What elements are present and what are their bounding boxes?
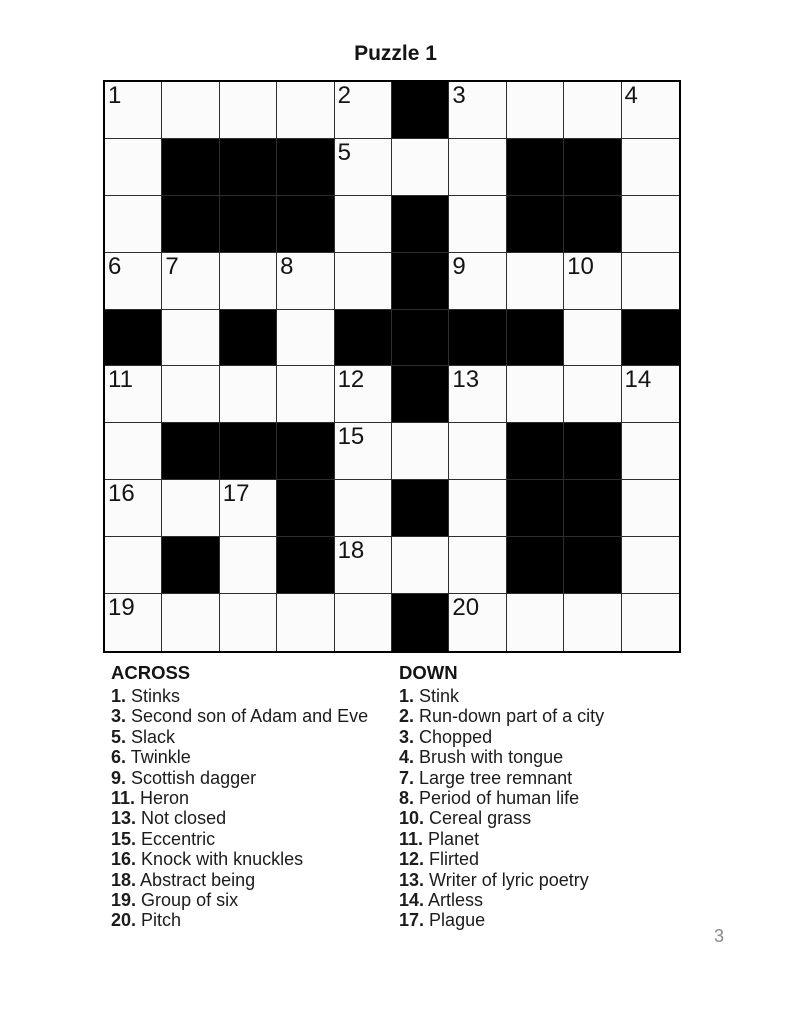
down-clues-list (399, 686, 699, 931)
cell-number: 15 (337, 423, 365, 451)
grid-cell-r1c1[interactable] (105, 82, 162, 139)
grid-cell-r6c10[interactable] (622, 366, 679, 423)
black-cell-r3c9 (564, 196, 621, 253)
across-clue-6 (111, 747, 373, 767)
black-cell-r7c2 (162, 423, 219, 480)
clue-text: Knock with knuckles (141, 849, 304, 870)
clue-text: Second son of Adam and Eve (131, 706, 369, 727)
down-clue-17 (399, 910, 699, 930)
grid-cell-r1c9[interactable] (564, 82, 621, 139)
clue-number: 13. (111, 808, 137, 829)
grid-cell-r2c7[interactable] (449, 139, 506, 196)
black-cell-r3c4 (277, 196, 334, 253)
across-clues-column (111, 662, 373, 931)
grid-cell-r6c2[interactable] (162, 366, 219, 423)
clue-text: Not closed (141, 808, 227, 829)
grid-cell-r4c9[interactable] (564, 253, 621, 310)
cell-number: 11 (108, 366, 133, 394)
clue-text: Plague (429, 910, 486, 931)
grid-cell-r10c8[interactable] (507, 594, 564, 651)
across-clue-11 (111, 788, 373, 808)
down-clue-1 (399, 686, 699, 706)
clue-number: 11. (399, 828, 424, 849)
cell-number: 14 (624, 366, 652, 394)
grid-cell-r9c1[interactable] (105, 537, 162, 594)
clue-text: Writer of lyric poetry (429, 869, 589, 890)
grid-cell-r2c5[interactable] (335, 139, 392, 196)
black-cell-r10c6 (392, 594, 449, 651)
clue-number: 16. (111, 849, 137, 870)
cell-number: 12 (337, 366, 365, 394)
cell-number: 2 (337, 82, 351, 109)
clue-number: 10. (399, 808, 425, 829)
black-cell-r8c4 (277, 480, 334, 537)
clue-number: 11. (111, 788, 136, 809)
clue-text: Abstract being (140, 869, 256, 890)
clue-number: 14. (399, 890, 425, 911)
clue-number: 19. (111, 890, 137, 911)
down-clue-14 (399, 890, 699, 910)
clue-text: Planet (428, 828, 480, 849)
across-clue-15 (111, 829, 373, 849)
cell-number: 9 (452, 252, 466, 280)
across-clue-5 (111, 727, 373, 747)
clue-number: 8. (399, 788, 415, 809)
black-cell-r8c9 (564, 480, 621, 537)
grid-cell-r9c7[interactable] (449, 537, 506, 594)
crossword-grid (103, 80, 681, 653)
grid-cell-r4c10[interactable] (622, 253, 679, 310)
grid-cell-r1c8[interactable] (507, 82, 564, 139)
grid-cell-r6c7[interactable] (449, 366, 506, 423)
grid-cell-r8c3[interactable] (220, 480, 277, 537)
black-cell-r8c8 (507, 480, 564, 537)
cell-number: 3 (452, 82, 466, 109)
clue-number: 6. (111, 747, 127, 768)
grid-cell-r8c1[interactable] (105, 480, 162, 537)
clue-text: Eccentric (141, 828, 216, 849)
black-cell-r7c3 (220, 423, 277, 480)
clue-text: Cereal grass (429, 808, 532, 829)
grid-cell-r6c4[interactable] (277, 366, 334, 423)
cell-number: 19 (108, 594, 135, 622)
clue-number: 9. (111, 767, 127, 788)
clue-number: 13. (399, 869, 425, 890)
grid-cell-r9c6[interactable] (392, 537, 449, 594)
clue-number: 17. (399, 910, 425, 931)
grid-cell-r9c10[interactable] (622, 537, 679, 594)
clue-text: Flirted (429, 849, 480, 870)
grid-cell-r7c5[interactable] (335, 423, 392, 480)
black-cell-r5c7 (449, 310, 506, 367)
down-clue-11 (399, 829, 699, 849)
across-clues-list (111, 686, 373, 931)
across-clue-9 (111, 768, 373, 788)
page-number: 3 (714, 926, 725, 946)
clue-number: 2. (399, 706, 415, 727)
grid-cell-r2c10[interactable] (622, 139, 679, 196)
across-clue-19 (111, 890, 373, 910)
black-cell-r2c8 (507, 139, 564, 196)
grid-cell-r10c1[interactable] (105, 594, 162, 651)
black-cell-r5c3 (220, 310, 277, 367)
black-cell-r2c9 (564, 139, 621, 196)
grid-cell-r1c2[interactable] (162, 82, 219, 139)
grid-cell-r4c1[interactable] (105, 253, 162, 310)
grid-cell-r7c1[interactable] (105, 423, 162, 480)
clue-text: Stinks (131, 686, 181, 706)
grid-cell-r3c7[interactable] (449, 196, 506, 253)
black-cell-r5c5 (335, 310, 392, 367)
across-clue-3 (111, 706, 373, 726)
clue-text: Large tree remnant (419, 767, 573, 788)
grid-cell-r9c5[interactable] (335, 537, 392, 594)
grid-cell-r1c3[interactable] (220, 82, 277, 139)
clue-number: 12. (399, 849, 425, 870)
black-cell-r3c6 (392, 196, 449, 253)
black-cell-r5c10 (622, 310, 679, 367)
grid-cell-r5c2[interactable] (162, 310, 219, 367)
clue-text: Heron (140, 788, 190, 809)
grid-cell-r3c1[interactable] (105, 196, 162, 253)
across-clue-1 (111, 686, 373, 706)
black-cell-r5c6 (392, 310, 449, 367)
down-clue-12 (399, 849, 699, 869)
grid-cell-r10c3[interactable] (220, 594, 277, 651)
clue-text: Scottish dagger (131, 767, 257, 788)
grid-cell-r2c1[interactable] (105, 139, 162, 196)
black-cell-r1c6 (392, 82, 449, 139)
clue-text: Slack (131, 726, 176, 747)
black-cell-r7c8 (507, 423, 564, 480)
grid-cell-r7c10[interactable] (622, 423, 679, 480)
cell-number: 18 (337, 537, 365, 565)
grid-cell-r9c3[interactable] (220, 537, 277, 594)
clue-text: Twinkle (130, 747, 191, 768)
clue-number: 15. (111, 828, 137, 849)
cell-number: 10 (567, 252, 594, 280)
cell-number: 7 (165, 252, 179, 280)
cell-number: 1 (108, 82, 122, 109)
cell-number: 6 (108, 252, 122, 280)
grid-cell-r10c2[interactable] (162, 594, 219, 651)
clue-number: 20. (111, 910, 137, 931)
down-clue-3 (399, 727, 699, 747)
grid-cell-r7c7[interactable] (449, 423, 506, 480)
grid-cell-r1c5[interactable] (335, 82, 392, 139)
grid-cell-r4c7[interactable] (449, 253, 506, 310)
grid-cell-r4c2[interactable] (162, 253, 219, 310)
clue-text: Chopped (419, 726, 493, 747)
grid-cell-r5c4[interactable] (277, 310, 334, 367)
clue-text: Period of human life (419, 788, 580, 809)
across-clue-20 (111, 910, 373, 930)
across-clue-13 (111, 808, 373, 828)
black-cell-r9c2 (162, 537, 219, 594)
down-clue-2 (399, 706, 699, 726)
down-clue-7 (399, 768, 699, 788)
cell-number: 16 (108, 480, 135, 508)
clue-number: 4. (399, 747, 415, 768)
grid-cell-r1c10[interactable] (622, 82, 679, 139)
grid-cell-r4c8[interactable] (507, 253, 564, 310)
clue-text: Group of six (141, 890, 239, 911)
grid-cell-r4c5[interactable] (335, 253, 392, 310)
grid-cell-r6c9[interactable] (564, 366, 621, 423)
grid-cell-r10c4[interactable] (277, 594, 334, 651)
grid-cell-r10c10[interactable] (622, 594, 679, 651)
black-cell-r8c6 (392, 480, 449, 537)
grid-cell-r8c7[interactable] (449, 480, 506, 537)
black-cell-r7c4 (277, 423, 334, 480)
clue-number: 1. (399, 686, 415, 706)
clue-number: 1. (111, 686, 127, 706)
black-cell-r4c6 (392, 253, 449, 310)
cell-number: 4 (624, 82, 638, 109)
black-cell-r2c3 (220, 139, 277, 196)
page-title: Puzzle 1 (354, 42, 437, 65)
grid-cell-r4c4[interactable] (277, 253, 334, 310)
down-header: DOWN (399, 662, 458, 683)
black-cell-r2c4 (277, 139, 334, 196)
grid-cell-r5c9[interactable] (564, 310, 621, 367)
down-clue-10 (399, 808, 699, 828)
clue-number: 3. (111, 706, 127, 727)
down-clue-13 (399, 870, 699, 890)
clue-number: 7. (399, 767, 415, 788)
grid-cell-r6c3[interactable] (220, 366, 277, 423)
grid-cell-r2c6[interactable] (392, 139, 449, 196)
grid-cell-r10c9[interactable] (564, 594, 621, 651)
grid-cell-r8c5[interactable] (335, 480, 392, 537)
black-cell-r6c6 (392, 366, 449, 423)
cell-number: 20 (452, 594, 480, 622)
down-clues-column (399, 662, 699, 931)
clue-text: Brush with tongue (419, 747, 564, 768)
black-cell-r3c2 (162, 196, 219, 253)
grid-cell-r1c4[interactable] (277, 82, 334, 139)
clue-text: Run-down part of a city (419, 706, 605, 727)
grid-cell-r8c2[interactable] (162, 480, 219, 537)
cell-number: 8 (280, 252, 294, 280)
grid-cell-r4c3[interactable] (220, 253, 277, 310)
clue-number: 5. (111, 726, 127, 747)
black-cell-r9c4 (277, 537, 334, 594)
grid-cell-r7c6[interactable] (392, 423, 449, 480)
black-cell-r5c8 (507, 310, 564, 367)
black-cell-r2c2 (162, 139, 219, 196)
grid-cell-r1c7[interactable] (449, 82, 506, 139)
cell-number: 17 (222, 480, 250, 508)
grid-cell-r6c8[interactable] (507, 366, 564, 423)
grid-cell-r6c1[interactable] (105, 366, 162, 423)
grid-cell-r10c5[interactable] (335, 594, 392, 651)
black-cell-r3c8 (507, 196, 564, 253)
across-clue-16 (111, 849, 373, 869)
clue-number: 18. (111, 869, 137, 890)
grid-cell-r8c10[interactable] (622, 480, 679, 537)
black-cell-r9c8 (507, 537, 564, 594)
grid-cell-r3c10[interactable] (622, 196, 679, 253)
grid-cell-r3c5[interactable] (335, 196, 392, 253)
black-cell-r3c3 (220, 196, 277, 253)
black-cell-r5c1 (105, 310, 162, 367)
cell-number: 13 (452, 366, 480, 394)
black-cell-r9c9 (564, 537, 621, 594)
across-header: ACROSS (111, 662, 191, 683)
clue-text: Pitch (141, 910, 182, 931)
down-clue-8 (399, 788, 699, 808)
grid-cell-r10c7[interactable] (449, 594, 506, 651)
clue-text: Artless (428, 890, 484, 911)
cell-number: 5 (337, 138, 351, 166)
down-clue-4 (399, 747, 699, 767)
black-cell-r7c9 (564, 423, 621, 480)
grid-cell-r6c5[interactable] (335, 366, 392, 423)
clue-number: 3. (399, 726, 415, 747)
clue-text: Stink (419, 686, 460, 706)
across-clue-18 (111, 870, 373, 890)
